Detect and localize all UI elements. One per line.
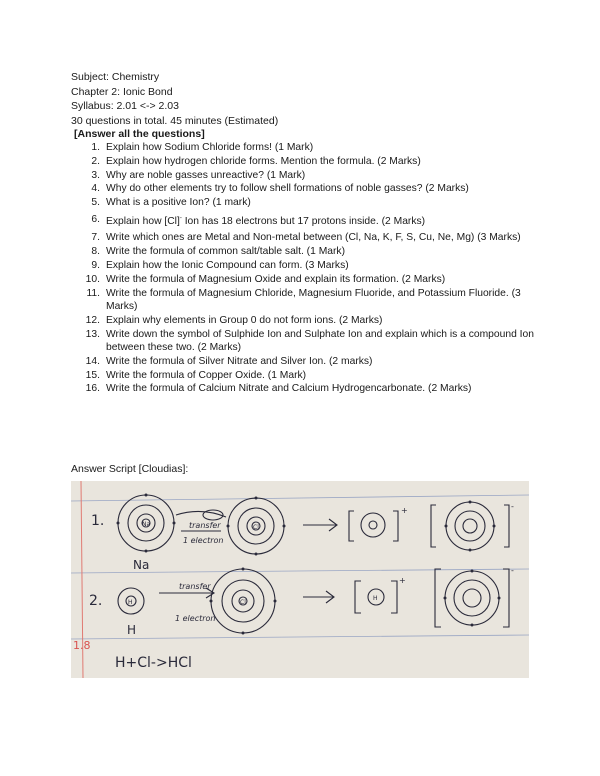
question-item [80, 273, 550, 286]
question-text: Write the formula of Magnesium Oxide and explain its formation. (2 Marks) [106, 273, 446, 285]
question-item [80, 196, 550, 209]
summary-line: 30 questions in total. 45 minutes (Estimated) [71, 114, 279, 127]
question-number: 7. [91, 232, 100, 244]
question-number: 8. [91, 246, 100, 258]
question-text: Explain why elements in Group 0 do not form ions. (2 Marks) [106, 314, 383, 326]
answer-script-label: Answer Script [Cloudias]: [71, 463, 189, 475]
question-text [106, 216, 425, 227]
question-number: 6. [91, 213, 100, 225]
question-text: Write the formula of Magnesium Chloride, Magnesium Fluoride, and Potassium Fluoride. (3 Marks) [106, 287, 521, 313]
charge-superscript: - [179, 215, 182, 222]
question-number: 3. [91, 169, 100, 181]
row2-transfer-label: transfer [179, 582, 211, 591]
margin-mark: 1.8 [73, 639, 91, 652]
question-item [80, 155, 550, 168]
question-number: 10. [85, 273, 100, 285]
paper-background [71, 481, 529, 678]
question-text: Write the formula of Copper Oxide. (1 Mark) [106, 369, 307, 381]
row1-minus-charge: - [511, 502, 514, 511]
question-text-part: Ion has 18 electrons but 17 protons inside. (2 Marks) [181, 216, 426, 228]
question-text: Write the formula of Calcium Nitrate and Calcium Hydrogencarbonate. (2 Marks) [106, 383, 472, 395]
question-item [80, 182, 550, 195]
row1-symbol: Na [133, 558, 150, 572]
syllabus-line: Syllabus: 2.01 <-> 2.03 [71, 100, 179, 112]
row1-plus-charge: + [401, 506, 408, 515]
chapter-line: Chapter 2: Ionic Bond [71, 85, 173, 98]
question-number: 4. [91, 183, 100, 195]
question-item [80, 231, 550, 244]
row1-electron-label: 1 electron [183, 536, 224, 545]
question-number: 9. [91, 260, 100, 272]
question-item [80, 355, 550, 368]
question-item [80, 259, 550, 272]
row1-atom-a-label: Na [142, 521, 151, 528]
question-item [80, 287, 550, 314]
question-item [80, 213, 550, 229]
row2-plus-charge: + [399, 576, 406, 585]
question-text: Write the formula of common salt/table salt. (1 Mark) [106, 246, 346, 258]
question-text: Explain how the Ionic Compound can form. (3 Marks) [106, 260, 349, 272]
h-ion-label: H [373, 595, 378, 602]
handwritten-answer-photo [71, 481, 529, 678]
subject-line: Subject: Chemistry [71, 71, 160, 83]
question-item [80, 169, 550, 182]
question-item [80, 141, 550, 154]
row2-electron-label: 1 electron [175, 614, 216, 623]
question-text-part: Explain how [Cl] [106, 216, 180, 228]
question-item [80, 369, 550, 382]
question-text: Explain how hydrogen chloride forms. Mention the formula. (2 Marks) [106, 155, 421, 167]
row1-number: 1. [91, 513, 105, 529]
question-number: 11. [86, 287, 100, 299]
row2-symbol: H [127, 623, 137, 637]
document-header [71, 70, 278, 128]
question-text: What is a positive Ion? (1 mark) [106, 197, 251, 209]
question-number: 15. [85, 369, 100, 381]
question-item [80, 328, 550, 355]
question-text: Why do other elements try to follow shell formations of noble gasses? (2 Marks) [106, 183, 469, 195]
question-number: 5. [91, 197, 100, 209]
question-text: Why are noble gasses unreactive? (1 Mark) [106, 169, 306, 181]
question-number: 1. [91, 142, 100, 153]
question-number: 16. [85, 383, 100, 395]
question-text: Write which ones are Metal and Non-metal between (Cl, Na, K, F, S, Cu, Ne, Mg) (3 Marks) [106, 232, 521, 244]
row2-number: 2. [89, 593, 103, 609]
question-text: Explain how Sodium Chloride forms! (1 Mark) [106, 142, 314, 153]
row2-atom-b-label: Cl [240, 599, 246, 606]
question-number: 13. [85, 328, 100, 340]
hcl-formula: H+Cl->HCl [115, 655, 192, 671]
row1-transfer-label: transfer [189, 521, 221, 530]
question-number: 2. [91, 155, 100, 167]
question-item [80, 382, 550, 395]
question-text: Write down the symbol of Sulphide Ion and Sulphate Ion and explain which is a compound Ion between these two. (2 Marks) [106, 328, 534, 354]
row2-atom-a-label: H [128, 599, 133, 606]
row1-atom-b-label: Cl [253, 524, 259, 531]
row2-minus-charge: - [511, 566, 514, 575]
question-text: Write the formula of Silver Nitrate and Silver Ion. (2 marks) [106, 355, 373, 367]
question-item [80, 245, 550, 258]
question-number: 14. [85, 355, 100, 367]
instruction: [Answer all the questions] [74, 128, 205, 140]
question-item [80, 314, 550, 327]
question-number: 12. [85, 314, 100, 326]
question-list [80, 141, 550, 396]
